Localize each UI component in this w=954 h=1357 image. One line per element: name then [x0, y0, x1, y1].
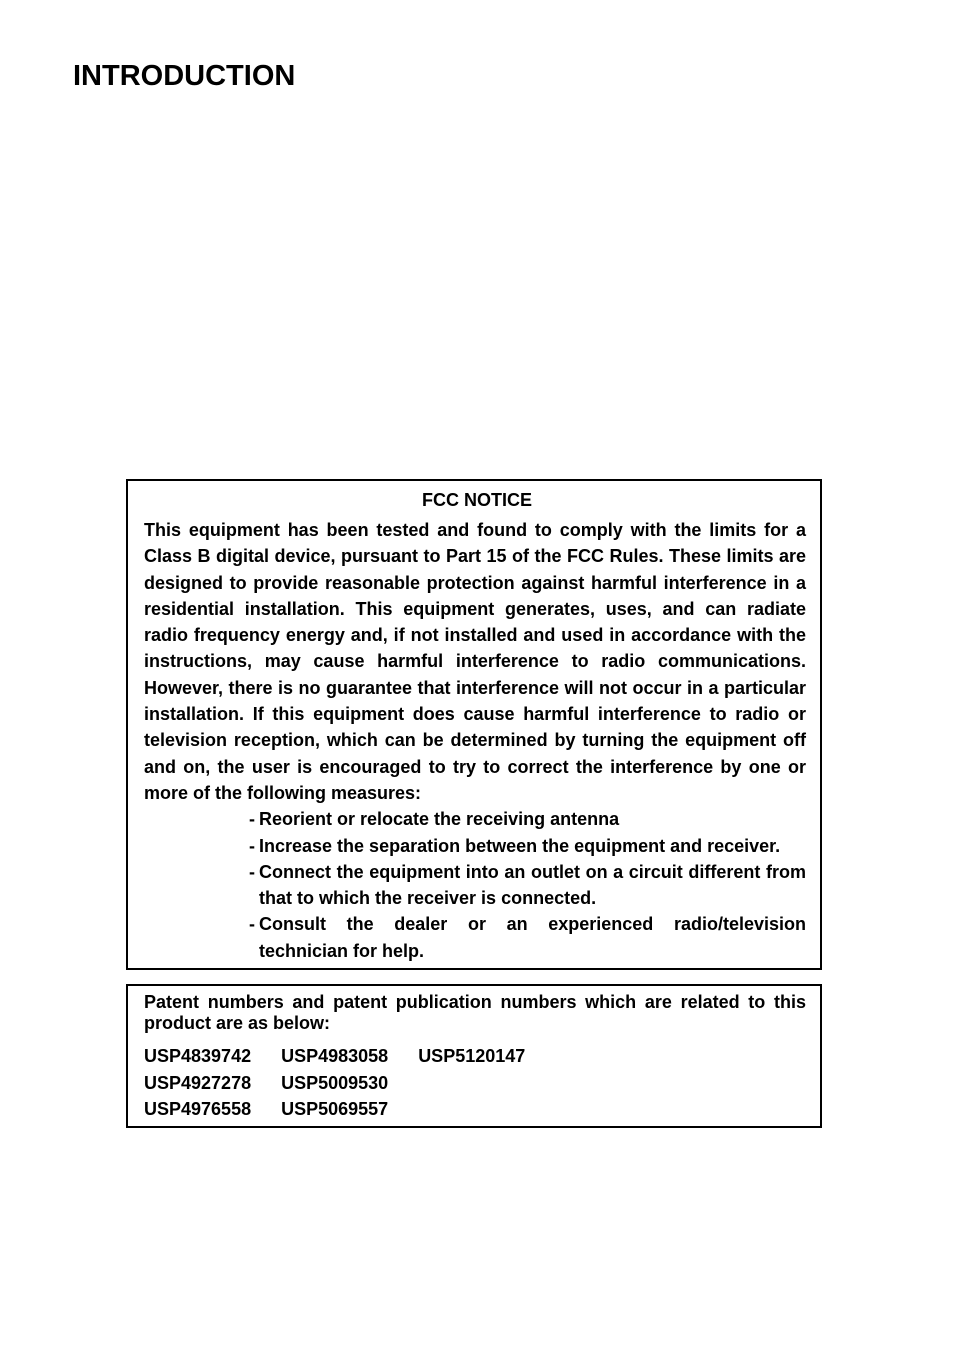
- list-dash: -: [249, 914, 255, 935]
- patent-content: [144, 992, 806, 1123]
- patent-box: [126, 984, 822, 1128]
- fcc-measure-text: Reorient or relocate the receiving antenna: [259, 809, 620, 830]
- fcc-measure-text: Increase the separation between the equipment and receiver.: [259, 835, 781, 856]
- patent-number: USP5009530: [281, 1072, 389, 1093]
- table-row: [144, 1070, 555, 1097]
- fcc-measure-text: Connect the equipment into an outlet on a circuit different from that to which the receiver is connected.: [259, 861, 806, 909]
- list-dash: -: [249, 861, 255, 882]
- fcc-measure-item: [249, 806, 806, 832]
- fcc-notice-box: [126, 479, 822, 970]
- fcc-measure-item: [249, 911, 806, 964]
- table-row: [144, 1043, 555, 1070]
- page-title: INTRODUCTION: [73, 60, 296, 92]
- fcc-measure-item: [249, 833, 806, 859]
- list-dash: -: [249, 809, 255, 830]
- patent-number: USP4983058: [281, 1046, 389, 1066]
- patent-number: USP5120147: [418, 1046, 526, 1066]
- table-row: [144, 1096, 555, 1123]
- fcc-measures-list: [144, 806, 806, 964]
- patent-table: [144, 1043, 555, 1123]
- fcc-notice-content: [144, 487, 806, 964]
- patent-number: USP4976558: [144, 1099, 252, 1119]
- patent-intro: Patent numbers and patent publication numbers which are related to this product are as below:: [144, 992, 806, 1033]
- fcc-measure-item: [249, 859, 806, 912]
- patent-number: [418, 1070, 555, 1097]
- fcc-notice-body: This equipment has been tested and found to comply with the limits for a Class B digital device, pursuant to Part 15 of the FCC Rules. These limits are designed to provide reasonable protection against harmful interference in a residential installation. This equipment generates, uses, and can radiate radio frequency energy and, if not installed and used in accordance with the instructions, may cause harmful interference to radio communications. However, there is no guarantee that interference will not occur in a particular installation. If this equipment does cause harmful interference to radio or television reception, which can be determined by turning the equipment off and on, the user is encouraged to try to correct the interference by one or more of the following measures:: [144, 520, 806, 803]
- fcc-notice-title: FCC NOTICE: [422, 490, 532, 510]
- patent-number: USP5069557: [281, 1099, 389, 1119]
- patent-number: USP4927278: [144, 1072, 252, 1093]
- list-dash: -: [249, 835, 255, 856]
- patent-number: [418, 1096, 555, 1123]
- fcc-measure-text: Consult the dealer or an experienced radio/television technician for help.: [259, 914, 806, 961]
- patent-number: USP4839742: [144, 1046, 252, 1066]
